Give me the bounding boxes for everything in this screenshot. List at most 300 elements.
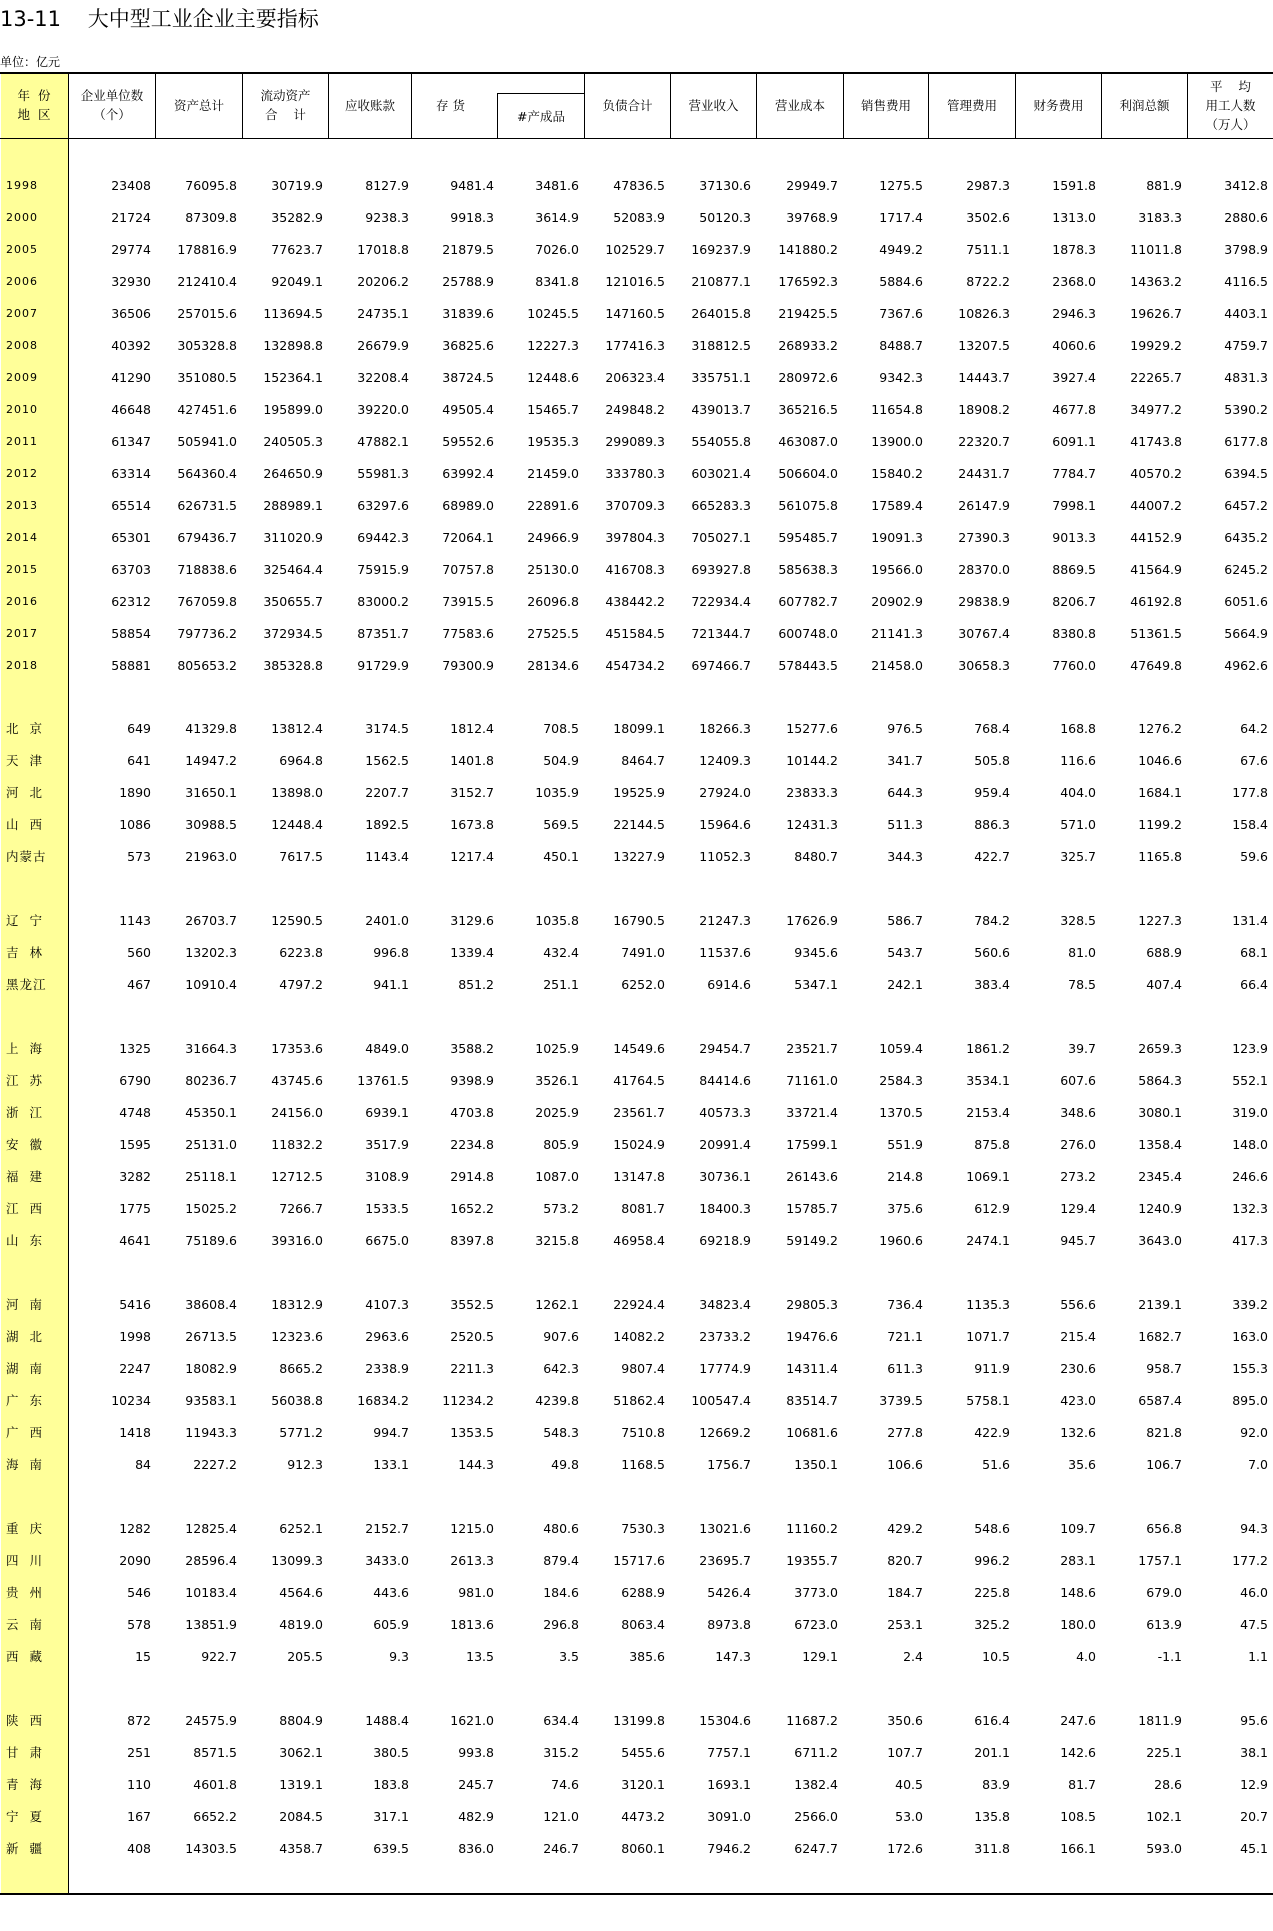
table-cell: 958.7	[1146, 1361, 1182, 1376]
table-cell: 52083.9	[613, 210, 665, 225]
table-cell: 53.0	[895, 1809, 923, 1824]
table-cell: 16834.2	[357, 1393, 409, 1408]
table-cell: 46958.4	[613, 1233, 665, 1248]
table-cell: 176592.3	[778, 274, 838, 289]
table-cell: 11052.3	[699, 849, 751, 864]
table-cell: 718838.6	[177, 562, 237, 577]
table-cell: 6457.2	[1224, 498, 1268, 513]
table-cell: 30736.1	[699, 1169, 751, 1184]
row-label: 2015	[6, 563, 38, 576]
table-cell: 15465.7	[527, 402, 579, 417]
table-cell: 3643.0	[1138, 1233, 1182, 1248]
table-cell: 311.8	[974, 1841, 1010, 1856]
table-cell: 14549.6	[613, 1041, 665, 1056]
row-label: 北 京	[6, 721, 43, 736]
row-label: 浙 江	[6, 1105, 43, 1120]
table-cell: 10681.6	[786, 1425, 838, 1440]
table-cell: 665283.3	[691, 498, 751, 513]
table-cell: 142.6	[1060, 1745, 1096, 1760]
table-cell: 77623.7	[271, 242, 323, 257]
table-cell: 2025.9	[535, 1105, 579, 1120]
table-cell: 23833.3	[786, 785, 838, 800]
table-cell: 29949.7	[786, 178, 838, 193]
table-cell: 1059.4	[879, 1041, 923, 1056]
row-label: 西 藏	[6, 1649, 43, 1664]
table-cell: 417.3	[1232, 1233, 1268, 1248]
table-cell: 50120.3	[699, 210, 751, 225]
table-row-year	[0, 528, 1273, 548]
table-cell: 333780.3	[605, 466, 665, 481]
table-cell: 24735.1	[357, 306, 409, 321]
table-cell: 63992.4	[442, 466, 494, 481]
table-cell: 51361.5	[1130, 626, 1182, 641]
table-cell: 6675.0	[365, 1233, 409, 1248]
table-cell: 21459.0	[527, 466, 579, 481]
table-cell: 3526.1	[535, 1073, 579, 1088]
table-row-year	[0, 400, 1273, 420]
table-cell: 6435.2	[1224, 530, 1268, 545]
table-cell: 242.1	[887, 977, 923, 992]
table-cell: 1533.5	[365, 1201, 409, 1216]
table-cell: 548.3	[543, 1425, 579, 1440]
table-cell: 569.5	[543, 817, 579, 832]
row-label: 2013	[6, 499, 38, 512]
table-cell: 595485.7	[778, 530, 838, 545]
table-cell: 39316.0	[271, 1233, 323, 1248]
table-cell: 1682.7	[1138, 1329, 1182, 1344]
table-cell: 212410.4	[177, 274, 237, 289]
table-cell: 116.6	[1060, 753, 1096, 768]
table-cell: 19626.7	[1130, 306, 1182, 321]
table-row-region	[0, 1839, 1273, 1859]
table-cell: 8488.7	[879, 338, 923, 353]
table-cell: 2584.3	[879, 1073, 923, 1088]
table-cell: 91729.9	[357, 658, 409, 673]
table-cell: 573	[127, 849, 151, 864]
table-cell: 1135.3	[966, 1297, 1010, 1312]
table-cell: 12448.4	[271, 817, 323, 832]
row-label: 青 海	[6, 1777, 43, 1792]
table-cell: 155.3	[1232, 1361, 1268, 1376]
table-cell: 1262.1	[535, 1297, 579, 1312]
table-cell: 365216.5	[778, 402, 838, 417]
table-cell: 482.9	[458, 1809, 494, 1824]
table-cell: 44007.2	[1130, 498, 1182, 513]
table-cell: 109.7	[1060, 1521, 1096, 1536]
table-cell: 69218.9	[699, 1233, 751, 1248]
table-cell: 2227.2	[193, 1457, 237, 1472]
table-cell: 40570.2	[1130, 466, 1182, 481]
table-cell: 33721.4	[786, 1105, 838, 1120]
table-cell: 28.6	[1154, 1777, 1182, 1792]
table-cell: 13.5	[466, 1649, 494, 1664]
table-cell: 12323.6	[271, 1329, 323, 1344]
table-cell: 15717.6	[613, 1553, 665, 1568]
table-cell: 5758.1	[966, 1393, 1010, 1408]
table-cell: 784.2	[974, 913, 1010, 928]
table-cell: 4473.2	[621, 1809, 665, 1824]
table-cell: 10.5	[982, 1649, 1010, 1664]
table-cell: 325464.4	[263, 562, 323, 577]
table-cell: 253.1	[887, 1617, 923, 1632]
table-cell: 58881	[111, 658, 151, 673]
table-cell: 17599.1	[786, 1137, 838, 1152]
table-cell: 25118.1	[185, 1169, 237, 1184]
table-cell: 29774	[111, 242, 151, 257]
table-cell: 67.6	[1240, 753, 1268, 768]
table-cell: 20991.4	[699, 1137, 751, 1152]
table-cell: 30658.3	[958, 658, 1010, 673]
table-cell: 571.0	[1060, 817, 1096, 832]
table-cell: 3152.7	[450, 785, 494, 800]
table-row-region	[0, 1231, 1273, 1251]
table-cell: 230.6	[1060, 1361, 1096, 1376]
table-cell: 5347.1	[794, 977, 838, 992]
table-cell: 722934.4	[691, 594, 751, 609]
table-cell: 450.1	[543, 849, 579, 864]
table-cell: 2566.0	[794, 1809, 838, 1824]
table-cell: 13202.3	[185, 945, 237, 960]
table-row-year	[0, 304, 1273, 324]
table-cell: 17018.8	[357, 242, 409, 257]
row-label: 天 津	[6, 753, 43, 768]
table-cell: 87309.8	[185, 210, 237, 225]
table-cell: 71161.0	[786, 1073, 838, 1088]
table-cell: 39.7	[1068, 1041, 1096, 1056]
table-cell: 65301	[111, 530, 151, 545]
table-cell: 4116.5	[1224, 274, 1268, 289]
table-cell: 3927.4	[1052, 370, 1096, 385]
table-cell: 2987.3	[966, 178, 1010, 193]
table-cell: 34823.4	[699, 1297, 751, 1312]
table-cell: 83000.2	[357, 594, 409, 609]
header-admin-expense: 管理费用	[946, 97, 997, 113]
table-cell: 427451.6	[177, 402, 237, 417]
table-cell: 4962.6	[1224, 658, 1268, 673]
table-cell: 11832.2	[271, 1137, 323, 1152]
header-region: 年 份 地 区	[17, 88, 51, 122]
table-cell: 573.2	[543, 1201, 579, 1216]
table-cell: 1.1	[1248, 1649, 1268, 1664]
header-revenue: 营业收入	[688, 97, 739, 113]
table-cell: 19929.2	[1130, 338, 1182, 353]
table-cell: 1339.4	[450, 945, 494, 960]
table-cell: 47882.1	[357, 434, 409, 449]
table-cell: 348.6	[1060, 1105, 1096, 1120]
table-cell: 205.5	[287, 1649, 323, 1664]
table-cell: 26703.7	[185, 913, 237, 928]
table-cell: 1035.8	[535, 913, 579, 928]
header-inventory: 存 货	[436, 98, 465, 113]
table-row-region	[0, 783, 1273, 803]
table-cell: 47.5	[1240, 1617, 1268, 1632]
table-cell: 9918.3	[450, 210, 494, 225]
table-cell: 39220.0	[357, 402, 409, 417]
table-cell: 339.2	[1232, 1297, 1268, 1312]
table-cell: 4849.0	[365, 1041, 409, 1056]
table-cell: 7.0	[1248, 1457, 1268, 1472]
table-cell: 1488.4	[365, 1713, 409, 1728]
table-cell: 102529.7	[605, 242, 665, 257]
table-row-year	[0, 176, 1273, 196]
table-cell: 12712.5	[271, 1169, 323, 1184]
table-cell: 15	[135, 1649, 151, 1664]
table-cell: 106.7	[1146, 1457, 1182, 1472]
table-cell: 875.8	[974, 1137, 1010, 1152]
table-cell: 184.7	[887, 1585, 923, 1600]
table-cell: 10826.3	[958, 306, 1010, 321]
table-cell: 907.6	[543, 1329, 579, 1344]
table-cell: 43745.6	[271, 1073, 323, 1088]
table-cell: 311020.9	[263, 530, 323, 545]
table-cell: 945.7	[1060, 1233, 1096, 1248]
table-cell: 593.0	[1146, 1841, 1182, 1856]
table-cell: 5426.4	[707, 1585, 751, 1600]
table-cell: 554055.8	[691, 434, 751, 449]
table-cell: 4.0	[1076, 1649, 1096, 1664]
row-label: 云 南	[6, 1617, 43, 1632]
table-cell: 305328.8	[177, 338, 237, 353]
table-cell: 344.3	[887, 849, 923, 864]
table-cell: 84414.6	[699, 1073, 751, 1088]
table-cell: 851.2	[458, 977, 494, 992]
table-cell: 36506	[111, 306, 151, 321]
table-cell: 47836.5	[613, 178, 665, 193]
table-cell: 13199.8	[613, 1713, 665, 1728]
row-label: 2018	[6, 659, 38, 672]
table-cell: 28596.4	[185, 1553, 237, 1568]
table-cell: 92.0	[1240, 1425, 1268, 1440]
table-cell: 3517.9	[365, 1137, 409, 1152]
table-cell: 4748	[119, 1105, 151, 1120]
table-cell: 1757.1	[1138, 1553, 1182, 1568]
table-cell: 422.9	[974, 1425, 1010, 1440]
table-cell: 108.5	[1060, 1809, 1096, 1824]
row-label: 2012	[6, 467, 38, 480]
table-cell: 1217.4	[450, 849, 494, 864]
table-cell: 158.4	[1232, 817, 1268, 832]
table-cell: 911.9	[974, 1361, 1010, 1376]
table-cell: 6711.2	[794, 1745, 838, 1760]
table-cell: 1775	[119, 1201, 151, 1216]
table-cell: 3282	[119, 1169, 151, 1184]
table-cell: 6723.0	[794, 1617, 838, 1632]
table-cell: 61347	[111, 434, 151, 449]
table-cell: 21247.3	[699, 913, 751, 928]
table-cell: 81.7	[1068, 1777, 1096, 1792]
table-cell: 40.5	[895, 1777, 923, 1792]
table-cell: 2520.5	[450, 1329, 494, 1344]
table-cell: 3174.5	[365, 721, 409, 736]
table-cell: 75915.9	[357, 562, 409, 577]
table-cell: 26147.9	[958, 498, 1010, 513]
table-cell: 1960.6	[879, 1233, 923, 1248]
table-cell: 3481.6	[535, 178, 579, 193]
table-cell: 62312	[111, 594, 151, 609]
table-cell: 32208.4	[357, 370, 409, 385]
table-cell: 46.0	[1240, 1585, 1268, 1600]
table-cell: 642.3	[543, 1361, 579, 1376]
table-cell: 15964.6	[699, 817, 751, 832]
table-cell: 100547.4	[691, 1393, 751, 1408]
table-cell: 27924.0	[699, 785, 751, 800]
table-cell: 19566.0	[871, 562, 923, 577]
table-cell: 3.5	[559, 1649, 579, 1664]
table-cell: 20206.2	[357, 274, 409, 289]
table-cell: 613.9	[1146, 1617, 1182, 1632]
table-cell: 26143.6	[786, 1169, 838, 1184]
table-cell: 976.5	[887, 721, 923, 736]
table-cell: 169237.9	[691, 242, 751, 257]
table-cell: 13099.3	[271, 1553, 323, 1568]
table-cell: 656.8	[1146, 1521, 1182, 1536]
table-cell: 13147.8	[613, 1169, 665, 1184]
table-cell: 1143	[119, 913, 151, 928]
table-cell: 11160.2	[786, 1521, 838, 1536]
table-cell: 2368.0	[1052, 274, 1096, 289]
table-cell: 14303.5	[185, 1841, 237, 1856]
table-cell: 2152.7	[365, 1521, 409, 1536]
table-cell: 351080.5	[177, 370, 237, 385]
header-employees: 平 均 用工人数 （万人）	[1205, 78, 1256, 132]
table-cell: 1168.5	[621, 1457, 665, 1472]
table-cell: 1591.8	[1052, 178, 1096, 193]
table-cell: 383.4	[974, 977, 1010, 992]
table-cell: 168.8	[1060, 721, 1096, 736]
table-cell: 34977.2	[1130, 402, 1182, 417]
table-cell: 41564.9	[1130, 562, 1182, 577]
table-cell: 6790	[119, 1073, 151, 1088]
table-cell: 3588.2	[450, 1041, 494, 1056]
table-cell: 20.7	[1240, 1809, 1268, 1824]
row-label: 山 西	[6, 817, 43, 832]
table-cell: 2234.8	[450, 1137, 494, 1152]
row-label: 重 庆	[6, 1521, 43, 1536]
table-cell: 24431.7	[958, 466, 1010, 481]
table-cell: 49.8	[551, 1457, 579, 1472]
table-cell: 315.2	[543, 1745, 579, 1760]
table-cell: 13207.5	[958, 338, 1010, 353]
table-cell: 9345.6	[794, 945, 838, 960]
table-cell: 22891.6	[527, 498, 579, 513]
table-cell: 505.8	[974, 753, 1010, 768]
table-cell: 881.9	[1146, 178, 1182, 193]
table-cell: 8127.9	[365, 178, 409, 193]
table-cell: 14082.2	[613, 1329, 665, 1344]
table-cell: 422.7	[974, 849, 1010, 864]
table-cell: 7511.1	[966, 242, 1010, 257]
row-label: 江 苏	[6, 1073, 43, 1088]
table-cell: 350.6	[887, 1713, 923, 1728]
table-cell: 45.1	[1240, 1841, 1268, 1856]
table-cell: 994.7	[373, 1425, 409, 1440]
table-cell: 23408	[111, 178, 151, 193]
table-cell: 2153.4	[966, 1105, 1010, 1120]
table-cell: 8380.8	[1052, 626, 1096, 641]
table-cell: 2401.0	[365, 913, 409, 928]
table-cell: 51.6	[982, 1457, 1010, 1472]
table-cell: 4358.7	[279, 1841, 323, 1856]
table-cell: 6652.2	[193, 1809, 237, 1824]
table-cell: 9342.3	[879, 370, 923, 385]
table-cell: 993.8	[458, 1745, 494, 1760]
table-row-region	[0, 1359, 1273, 1379]
table-cell: 3183.3	[1138, 210, 1182, 225]
table-row-year	[0, 624, 1273, 644]
table-cell: 4239.8	[535, 1393, 579, 1408]
row-label: 2014	[6, 531, 38, 544]
table-row-region	[0, 1071, 1273, 1091]
table-cell: 14311.4	[786, 1361, 838, 1376]
table-cell: 102.1	[1146, 1809, 1182, 1824]
table-cell: 246.6	[1232, 1169, 1268, 1184]
table-cell: 22924.4	[613, 1297, 665, 1312]
table-cell: 21879.5	[442, 242, 494, 257]
table-cell: 3502.6	[966, 210, 1010, 225]
row-label: 2016	[6, 595, 38, 608]
table-cell: 805653.2	[177, 658, 237, 673]
table-cell: 10183.4	[185, 1585, 237, 1600]
table-cell: 72064.1	[442, 530, 494, 545]
table-cell: 2211.3	[450, 1361, 494, 1376]
header-units: 企业单位数 （个）	[80, 88, 144, 122]
table-cell: 13812.4	[271, 721, 323, 736]
table-cell: 277.8	[887, 1425, 923, 1440]
table-cell: 93583.1	[185, 1393, 237, 1408]
table-cell: 2084.5	[279, 1809, 323, 1824]
table-cell: 7784.7	[1052, 466, 1096, 481]
table-row-year	[0, 560, 1273, 580]
table-cell: 11943.3	[185, 1425, 237, 1440]
table-cell: 4403.1	[1224, 306, 1268, 321]
table-cell: 612.9	[974, 1201, 1010, 1216]
table-cell: 879.4	[543, 1553, 579, 1568]
table-cell: 13851.9	[185, 1617, 237, 1632]
table-cell: 148.0	[1232, 1137, 1268, 1152]
table-cell: 578443.5	[778, 658, 838, 673]
table-cell: 7266.7	[279, 1201, 323, 1216]
row-label: 2008	[6, 339, 38, 352]
table-cell: 1165.8	[1138, 849, 1182, 864]
row-label: 江 西	[6, 1201, 43, 1216]
table-cell: 31664.3	[185, 1041, 237, 1056]
table-cell: 28134.6	[527, 658, 579, 673]
table-cell: 63314	[111, 466, 151, 481]
table-cell: 4677.8	[1052, 402, 1096, 417]
table-cell: 23561.7	[613, 1105, 665, 1120]
table-row-region	[0, 815, 1273, 835]
table-title: 13-11 大中型工业企业主要指标	[0, 7, 319, 31]
table-cell: 13021.6	[699, 1521, 751, 1536]
table-cell: 210877.1	[691, 274, 751, 289]
table-cell: 6288.9	[621, 1585, 665, 1600]
table-cell: 1353.5	[450, 1425, 494, 1440]
table-cell: 13900.0	[871, 434, 923, 449]
table-cell: 65514	[111, 498, 151, 513]
unit-label: 单位：亿元	[0, 55, 61, 69]
row-label: 海 南	[6, 1457, 43, 1472]
row-label: 甘 肃	[6, 1745, 43, 1760]
table-cell: 21724	[111, 210, 151, 225]
table-row-year	[0, 496, 1273, 516]
table-row-region	[0, 719, 1273, 739]
header-cost: 营业成本	[774, 97, 825, 113]
table-cell: 6051.6	[1224, 594, 1268, 609]
table-cell: 7757.1	[707, 1745, 751, 1760]
table-cell: 480.6	[543, 1521, 579, 1536]
row-label: 湖 北	[6, 1329, 43, 1344]
table-cell: 22320.7	[958, 434, 1010, 449]
